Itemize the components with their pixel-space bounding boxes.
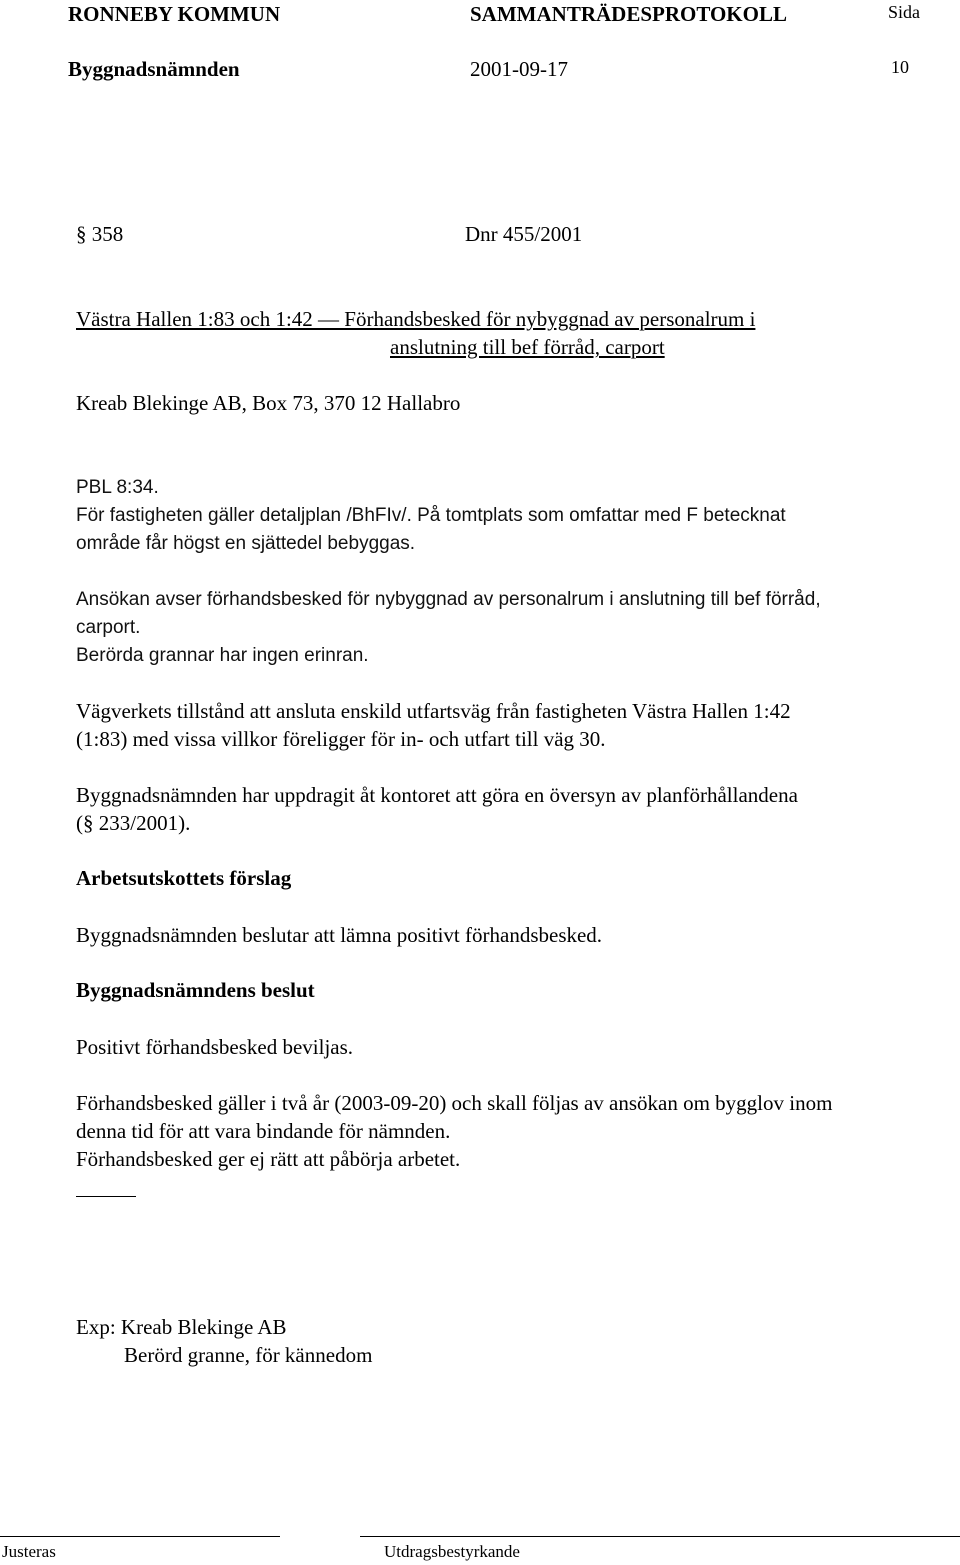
- item-title-line2: anslutning till bef förråd, carport: [390, 335, 665, 359]
- pbl-line2: För fastigheten gäller detaljplan /BhFIv/. På tomtplats som omfattar med F betecknat: [76, 505, 786, 526]
- item-title-line1: Västra Hallen 1:83 och 1:42 — Förhandsbesked för nybyggnad av personalrum i: [76, 307, 756, 331]
- road-line1: Vägverkets tillstånd att ansluta enskild utfartsväg från fastigheten Västra Hallen 1:42: [76, 699, 791, 723]
- separator-line: [76, 1196, 136, 1197]
- meeting-date: 2001-09-17: [470, 57, 568, 81]
- proposal-heading: Arbetsutskottets förslag: [76, 866, 292, 890]
- pbl-line1: PBL 8:34.: [76, 477, 159, 498]
- pbl-line3: område får högst en sjättedel bebyggas.: [76, 533, 416, 554]
- application-line1: Ansökan avser förhandsbesked för nybyggnad av personalrum i anslutning till bef förråd,: [76, 589, 821, 610]
- application-line3: Berörda grannar har ingen erinran.: [76, 645, 369, 666]
- doc-type: SAMMANTRÄDESPROTOKOLL: [470, 2, 787, 26]
- validity-line1: Förhandsbesked gäller i två år (2003-09-20) och skall följas av ansökan om bygglov inom: [76, 1091, 833, 1115]
- footer-rule-left: [0, 1536, 280, 1537]
- footer-rule-right: [360, 1536, 960, 1537]
- validity-line2: denna tid för att vara bindande för nämnden.: [76, 1119, 451, 1143]
- page-label: Sida: [888, 2, 921, 22]
- proposal-text: Byggnadsnämnden beslutar att lämna positivt förhandsbesked.: [76, 923, 603, 947]
- committee-name: Byggnadsnämnden: [68, 57, 240, 81]
- road-line2: (1:83) med vissa villkor föreligger för in- och utfart till väg 30.: [76, 727, 606, 751]
- footer-utdragsbestyrkande: Utdragsbestyrkande: [384, 1542, 520, 1561]
- plan-line1: Byggnadsnämnden har uppdragit åt kontoret att göra en översyn av planförhållandena: [76, 783, 798, 807]
- org-name: RONNEBY KOMMUN: [68, 2, 281, 26]
- page-number: 10: [891, 57, 909, 77]
- dispatch-line1: Exp: Kreab Blekinge AB: [76, 1315, 287, 1339]
- dispatch-line2: Berörd granne, för kännedom: [124, 1343, 373, 1367]
- applicant: Kreab Blekinge AB, Box 73, 370 12 Hallabro: [76, 391, 461, 415]
- footer-justeras: Justeras: [2, 1542, 56, 1561]
- decision-text: Positivt förhandsbesked beviljas.: [76, 1035, 354, 1059]
- dnr: Dnr 455/2001: [465, 222, 583, 246]
- decision-heading: Byggnadsnämndens beslut: [76, 978, 315, 1002]
- application-line2: carport.: [76, 617, 141, 638]
- validity-line3: Förhandsbesked ger ej rätt att påbörja arbetet.: [76, 1147, 461, 1171]
- section-number: § 358: [76, 222, 124, 246]
- plan-line2: (§ 233/2001).: [76, 811, 191, 835]
